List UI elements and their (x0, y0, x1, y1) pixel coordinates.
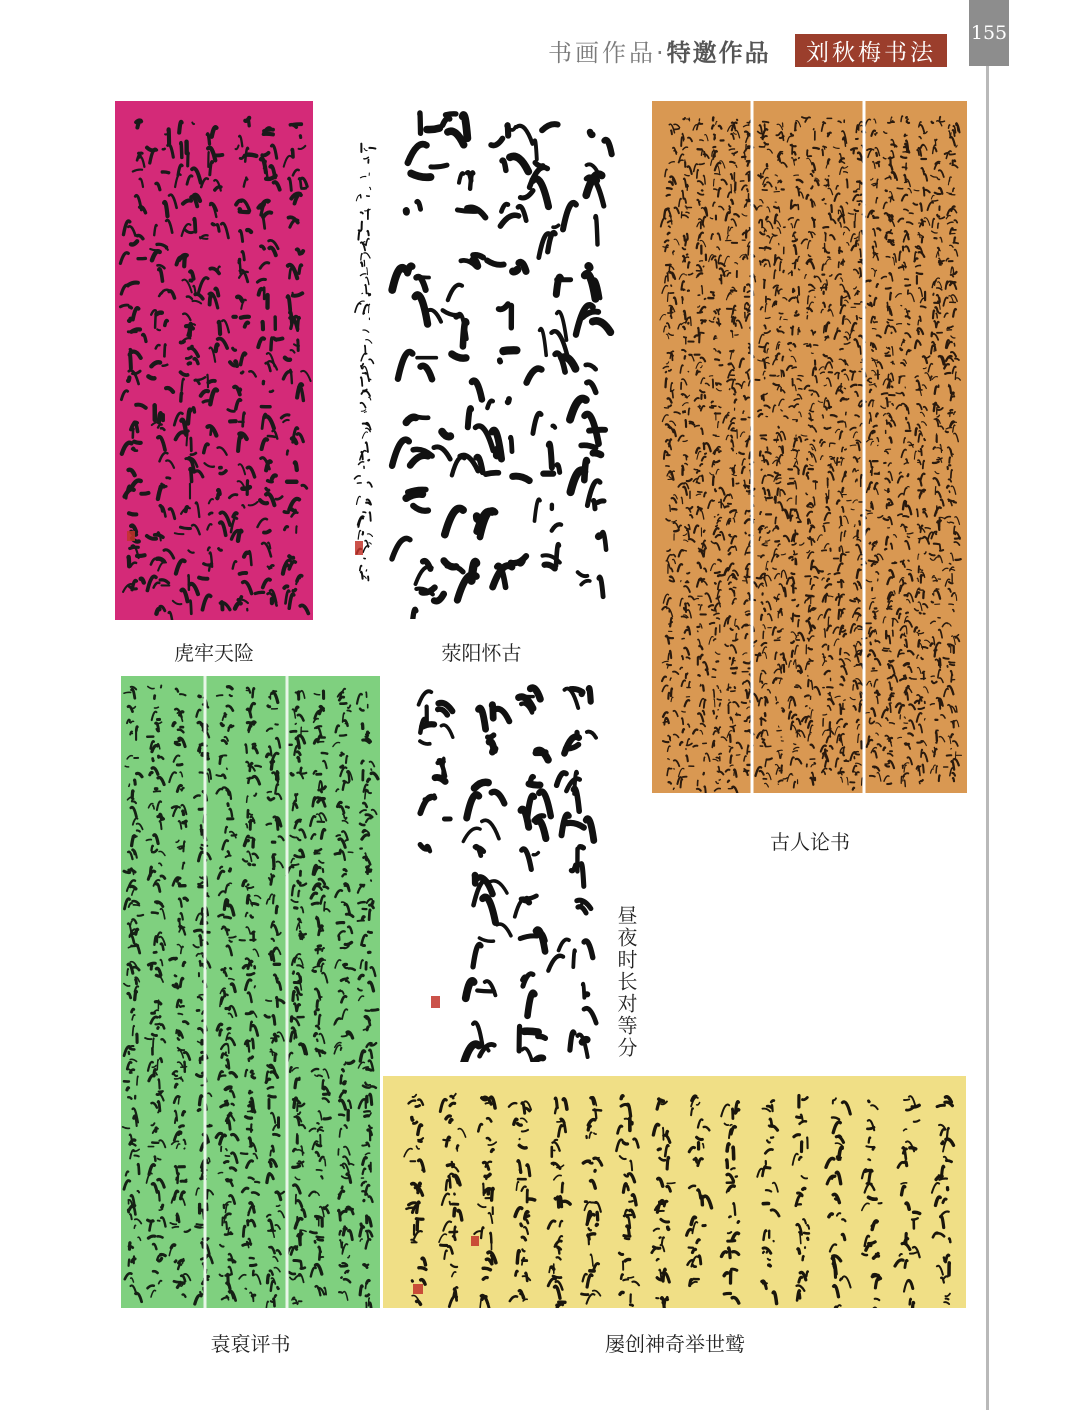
page-number: 155 (969, 0, 1009, 66)
caption-xingyang-huaigu: 荥阳怀古 (441, 641, 522, 665)
seal-stamp (127, 531, 135, 541)
seal-stamp (355, 541, 363, 555)
calligraphy-running-strokes (121, 676, 380, 1308)
artwork-yuanpou-pingshu (121, 676, 380, 1308)
calligraphy-small-script-strokes (652, 101, 967, 793)
calligraphy-bold-strokes (343, 101, 620, 619)
artwork-shenqi-jushi (383, 1076, 966, 1308)
caption-hulao-tianxian: 虎牢天险 (174, 641, 254, 665)
page-edge-rule (986, 66, 989, 1410)
subsection-label: 特邀作品 (666, 39, 771, 67)
seal-stamp (413, 1284, 423, 1294)
calligraphy-clerical-strokes (411, 676, 611, 1062)
caption-shenqi-jushi: 屡创神奇举世鹫 (605, 1332, 745, 1356)
artwork-guren-lunshu (652, 101, 967, 793)
seal-stamp (431, 996, 440, 1008)
calligraphy-horizontal-strokes (383, 1076, 966, 1308)
caption-guren-lunshu: 古人论书 (770, 830, 850, 854)
artwork-hulao-tianxian (115, 101, 313, 620)
author-tag: 刘秋梅书法 (795, 34, 947, 67)
artwork-zhouye-couplet (411, 676, 611, 1062)
section-label: 书画作品· (548, 39, 667, 67)
calligraphy-cursive-strokes (115, 101, 313, 620)
caption-zhouye-couplet: 昼夜时长对等分 (614, 905, 638, 1059)
caption-yuanpou-pingshu: 袁裒评书 (210, 1332, 291, 1356)
seal-stamp (471, 1236, 479, 1246)
section-header (548, 33, 771, 68)
artwork-xingyang-huaigu (343, 101, 620, 619)
